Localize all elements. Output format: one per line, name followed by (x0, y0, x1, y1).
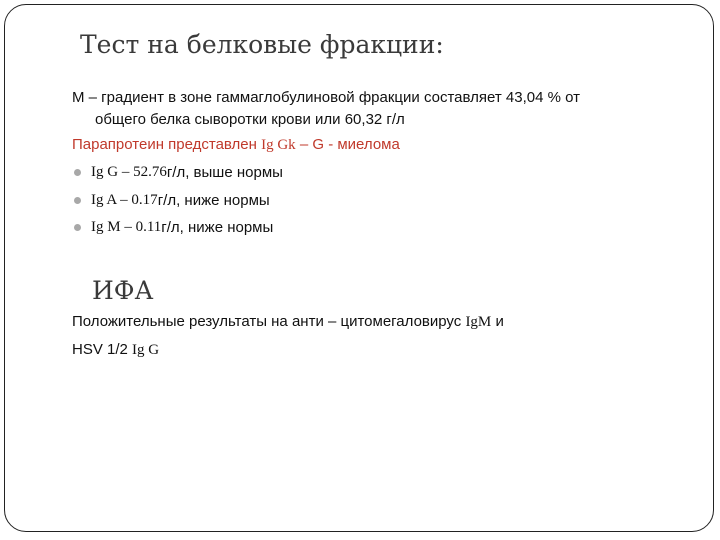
ifa-result-line-2 (72, 341, 159, 359)
list-item-igg (74, 163, 283, 181)
bullet-icon (74, 224, 81, 231)
list-item-igm (74, 218, 273, 236)
page-title: Тест на белковые фракции: (80, 30, 444, 59)
ifa-line2-prefix: HSV 1/2 (72, 341, 133, 358)
ifa-heading: ИФА (92, 276, 154, 305)
ifa-line2-ig: Ig G (132, 342, 160, 358)
slide-frame (4, 4, 714, 532)
ig-text: г/л, ниже нормы (157, 191, 270, 209)
ifa-line1-ig: IgM (465, 314, 492, 330)
paraprotein-line (72, 136, 400, 154)
m-gradient-line-2: общего белка сыворотки крови или 60,32 г/л (95, 111, 405, 128)
ig-name: Ig G – 52.76 (91, 163, 167, 180)
ig-text: г/л, ниже нормы (161, 218, 274, 236)
paraprotein-suffix: – G - миелома (295, 136, 400, 153)
ifa-line1-prefix: Положительные результаты на анти – цитомегаловирус (72, 313, 466, 330)
list-item-iga (74, 191, 270, 209)
ig-text: г/л, выше нормы (166, 163, 283, 181)
bullet-icon (74, 169, 81, 176)
ig-name: Ig A – 0.17 (91, 191, 158, 208)
m-gradient-line-1: М – градиент в зоне гаммаглобулиновой фракции составляет 43,04 % от (72, 89, 580, 106)
ifa-result-line-1 (72, 313, 504, 331)
paraprotein-ig: Ig Gk (261, 137, 296, 153)
bullet-icon (74, 197, 81, 204)
ifa-line1-suffix: и (491, 313, 504, 330)
paraprotein-prefix: Парапротеин представлен (72, 136, 262, 153)
ig-name: Ig M – 0.11 (91, 218, 162, 235)
